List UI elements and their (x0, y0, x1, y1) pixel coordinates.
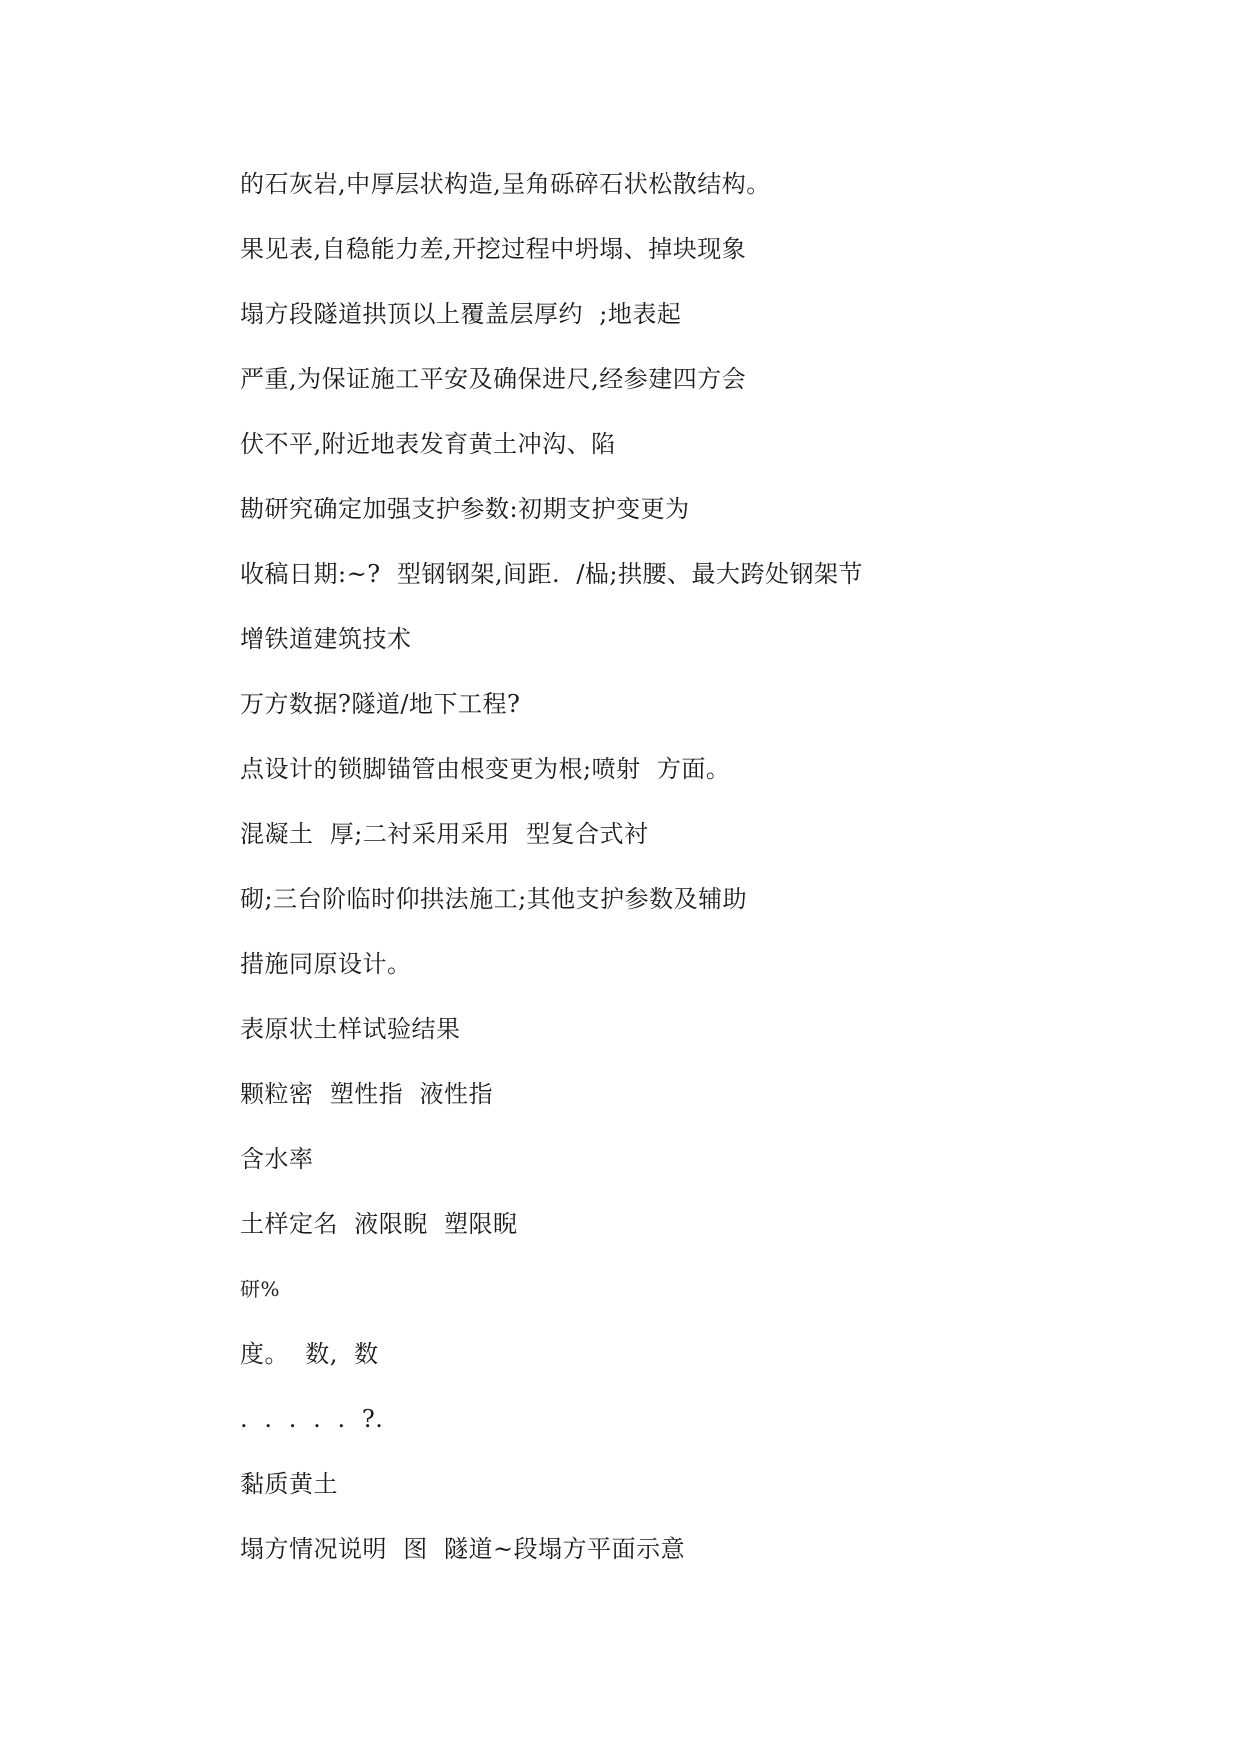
figure-caption: 塌方情况说明 图 隧道~段塌方平面示意 (240, 1535, 686, 1563)
text-line-12: 砌;三台阶临时仰拱法施工;其他支护参数及辅助 (240, 885, 748, 913)
table-values-line: . . . . . ?. (240, 1405, 384, 1433)
text-line-11: 混凝土 厚;二衬采用采用 型复合式衬 (240, 820, 649, 848)
table-header-line-3: 土样定名 液限睨 塑限睨 (240, 1210, 518, 1238)
text-line-8: 增铁道建筑技术 (240, 625, 412, 653)
text-line-1: 的石灰岩,中厚层状构造,呈角砾碎石状松散结构。 (240, 170, 771, 198)
table-caption: 表原状土样试验结果 (240, 1015, 461, 1043)
text-line-9: 万方数据?隧道/地下工程? (240, 690, 521, 718)
text-line-13: 措施同原设计。 (240, 950, 412, 978)
text-line-2: 果见表,自稳能力差,开挖过程中坍塌、掉块现象 (240, 235, 747, 263)
table-header-line-2: 含水率 (240, 1145, 314, 1173)
document-body (240, 164, 1140, 1594)
table-header-line-5: 度。 数, 数 (240, 1340, 379, 1368)
text-line-3: 塌方段隧道拱顶以上覆盖层厚约 ;地表起 (240, 300, 682, 328)
text-line-6: 勘研究确定加强支护参数:初期支护变更为 (240, 495, 690, 523)
table-header-line-1: 颗粒密 塑性指 液性指 (240, 1080, 494, 1108)
text-line-4: 严重,为保证施工平安及确保进尺,经参建四方会 (240, 365, 747, 393)
text-line-5: 伏不平,附近地表发育黄土冲沟、陷 (240, 430, 616, 458)
text-line-7: 收稿日期:~? 型钢钢架,间距. /榀;拱腰、最大跨处钢架节 (240, 560, 864, 588)
table-soil-name: 黏质黄土 (240, 1470, 338, 1498)
text-line-10: 点设计的锁脚锚管由根变更为根;喷射 方面。 (240, 755, 731, 783)
table-header-line-4: 研% (240, 1277, 281, 1301)
